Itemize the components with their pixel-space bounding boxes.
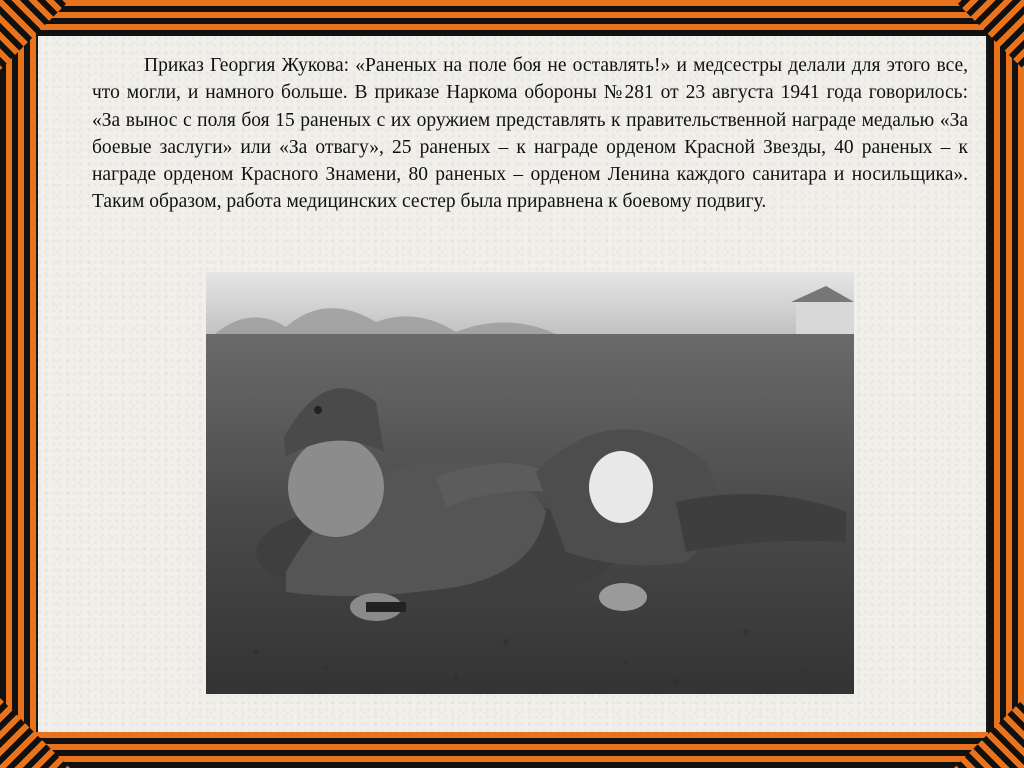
slide-content (38, 36, 986, 732)
photo-illustration (206, 272, 854, 694)
ribbon-frame-right (988, 0, 1024, 768)
wartime-photo (206, 272, 854, 694)
slide-paragraph (92, 52, 968, 216)
ribbon-frame-bottom (0, 732, 1024, 768)
ribbon-frame-left (0, 0, 36, 768)
paragraph-text: Приказ Георгия Жукова: «Раненых на поле боя не оставлять!» и медсестры делали для этого все, что могли, и намного больше. В приказе Наркома обороны №281 от 23 августа 1941 года говорилось: «За вынос с поля боя 15 раненых с их оружием представлять к правительственной награде медалью «За боевые заслуги» или «За отвагу», 25 раненых – к награде орденом Красной Звезды, 40 раненых – к награде орденом Красного Знамени, 80 раненых – орденом Ленина каждого санитара и носильщика». Таким образом, работа медицинских сестер была приравнена к боевому подвигу. (92, 55, 968, 213)
ribbon-frame-top (0, 0, 1024, 36)
